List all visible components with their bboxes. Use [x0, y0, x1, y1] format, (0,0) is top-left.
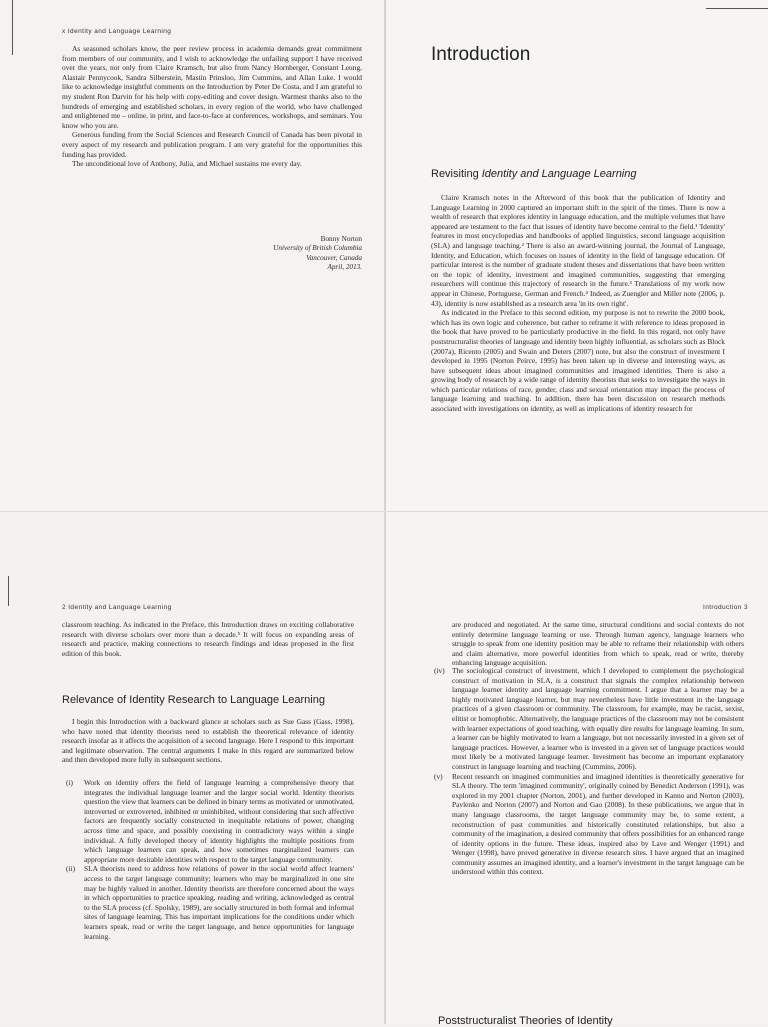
author-name: Bonny Norton	[320, 235, 362, 243]
arguments-list	[66, 778, 354, 941]
section-title	[431, 168, 637, 180]
page-bottom-left	[0, 512, 384, 1024]
author-affiliation: University of British Columbia	[273, 244, 362, 253]
scan-edge-mark	[8, 576, 9, 606]
list-item	[434, 666, 744, 772]
paragraph: The unconditional love of Anthony, Julia, and Michael sustains me every day.	[72, 159, 302, 169]
continued-text	[452, 620, 744, 668]
scan-edge-mark	[12, 0, 13, 55]
acknowledgements-text	[62, 44, 362, 169]
author-location: Vancouver, Canada	[306, 253, 362, 262]
list-item-text: SLA theorists need to address how relations of power in the social world affect learners' access to the target language community; learners who may be marginalized in one site may be highly valued in another. Identity theorists are therefore concerned about the ways in which opportunities to practice speaking, reading and writing, acknowledged as central to the SLA process (cf. Spolsky, 1989), are socially structured in both formal and informal sites of language learning. This has important implications for the conditions under which learners speak, read or write the target language, and hence opportunities for language learning.	[84, 864, 354, 941]
paragraph: I begin this Introduction with a backward glance at scholars such as Sue Gass (Gass, 1998), who have noted that identity theorists need to establish the theoretical relevance of identity research insofar as it affects the acquisition of a second language. Here I respond to this important and legitimate observation. The central arguments I make in this regard are summarized below and then developed more fully in subsequent sections.	[62, 717, 354, 765]
list-marker: (i)	[66, 778, 73, 787]
chapter-title: Introduction	[431, 44, 531, 65]
signature-date: April, 2013.	[327, 263, 362, 272]
intro-text	[431, 193, 725, 414]
page-bottom-right	[386, 512, 768, 1027]
page-top-left	[0, 0, 384, 512]
section-intro-text	[62, 717, 354, 765]
running-head: Introduction 3	[703, 604, 748, 611]
paragraph: are produced and negotiated. At the same time, structural conditions and social contexts do not entirely determine language learning or use. Through human agency, language learners who struggle to speak from one identity position may be able to reframe their relationship with others and claim alternative, more powerful identities from which to speak, read or write, thereby enhancing language acquisition.	[452, 620, 744, 668]
scan-edge-mark	[706, 8, 768, 9]
list-item	[434, 772, 744, 878]
list-item-text: Work on identity offers the field of language learning a comprehensive theory that integrates the individual language learner and the larger social world. Identity theorists question the view that learners can be defined in binary terms as motivated or unmotivated, introverted or extroverted, inhibited or uninhibited, without considering that such affective factors are frequently socially constructed in inequitable relations of power, changing across time and space, and possibly coexisting in contradictory ways within a single individual. A fully developed theory of identity highlights the multiple positions from which language learners can speak, and how sometimes marginalized learners can appropriate more desirable identities with respect to the target language community.	[84, 778, 354, 864]
running-head: x Identity and Language Learning	[62, 28, 172, 35]
section-title: Relevance of Identity Research to Language Learning	[62, 694, 325, 706]
list-marker: (iv)	[434, 666, 445, 675]
page-divider	[0, 511, 768, 512]
page-gutter	[384, 0, 386, 1024]
list-item-text: The sociological construct of investment, which I developed to complement the psychological construct of motivation in SLA, is a construct that signals the complex relationship between language learner identity and language learning commitment. I argue that a learner may be a highly motivated language learner, but may nevertheless have little investment in the language practices of a given classroom or community. The classroom, for example, may be racist, sexist, elitist or homophobic. Alternatively, the language practices of the classroom may not be consistent with learner expectations of good teaching, with equally dire results for language learning. In sum, a learner can be highly motivated to learn a language, but not necessarily invested in a given set of language practices. However, a learner who is invested in a given set of language practices would most likely be a motivated language learner. Investment has become an important explanatory construct in language learning and teaching (Cummins, 2006).	[452, 666, 744, 771]
list-marker: (ii)	[66, 864, 76, 874]
list-item-text: Recent research on imagined communities and imagined identities is theoretically generative for SLA theory. The term 'imagined community', originally coined by Benedict Anderson (1991), was explored in my 2001 chapter (Norton, 2001), and further developed in Kanno and Norton (2003), Pavlenko and Norton (2007) and Norton and Gao (2008). In these publications, we argue that in many language classrooms, the target language community may be, to some extent, a reconstruction of past communities and historically constituted relationships, but also a community of the imagination, a desired community that offers possibilities for an enhanced range of identity options in the future. These ideas, inspired also by Lave and Wenger (1991) and Wenger (1998), have proved generative in diverse research sites. I have argued that an imagined community assumes an imagined identity, and a learner's investment in the target language can be understood within this context.	[452, 771, 744, 877]
section-title-italic: Identity and Language Learning	[481, 168, 637, 180]
paragraph: As indicated in the Preface to this second edition, my purpose is not to rewrite the 2000 book, which has its own logic and coherence, but rather to reframe it with reference to ideas proposed in the book that have proved to be particularly productive in the field. In this regard, not only have poststructuralist theories of language and identity been highly influential, as scholars such as Block (2007a), Ricento (2005) and Swain and Deters (2007) note, but also the construct of investment I developed in 1995 (Norton Peirce, 1995) has been taken up in diverse and interesting ways, as have subsequent ideas about imagined communities and imagined identities. There is also a growing body of research by a wide range of identity theorists that seeks to investigate the ways in which particular relations of race, gender, class and sexual orientation may impact the process of language learning and teaching. In addition, there has been discussion on research methods associated with investigations on identity, as well as implications of identity research for	[431, 308, 725, 414]
continued-text	[62, 620, 354, 658]
list-item	[66, 778, 354, 864]
paragraph: Claire Kramsch notes in the Afterword of this book that the publication of Identity and Language Learning in 2000 captured an important shift in the spirit of the times. There is now a wealth of research that explores identity in language education, and the multiple volumes that have appeared are testament to the fact that issues of identity have become central to the field.¹ 'Identity' features in most encyclopedias and handbooks of applied linguistics, second language acquisition (SLA) and language teaching.² There is also an award-winning journal, the Journal of Language, Identity, and Education, which focuses on issues of identity in the field of language education. Of particular interest is the number of graduate student theses and dissertations that have been written on the topic of identity, investment and imagined communities, suggesting that emerging researchers will continue this trajectory of research in the future.³ Translations of my work now appear in Chinese, Portuguese, German and French.⁴ Indeed, as Zuengler and Miller note (2006, p. 43), identity is now established as a research area 'in its own right'.	[431, 193, 725, 308]
paragraph: classroom teaching. As indicated in the Preface, this Introduction draws on exciting collaborative research with diverse scholars over more than a decade.⁵ It will focus on expanding areas of research and practice, making connections to research findings and ideas proposed in the first edition of this book.	[62, 620, 354, 658]
running-head: 2 Identity and Language Learning	[62, 604, 172, 611]
list-marker: (v)	[434, 771, 443, 781]
paragraph: As seasoned scholars know, the peer review process in academia demands great commitment from members of our community, and I wish to acknowledge the unfailing support I have received over the years, not only from Claire Kramsch, but also from Nancy Hornberger, Constant Leung, Alastair Pennycook, Sandra Silberstein, Mastin Prinsloo, Jim Cummins, and Allan Luke. I would like to acknowledge insightful comments on the Introduction by Peter De Costa, and I am grateful to my student Ron Darvin for his help with copy-editing and cover design. Warmest thanks also to the hundreds of emerging and established scholars, in every region of the world, who have challenged and enlightened me – online, in print, and face-to-face at conferences, workshops, and seminars. You know who you are.	[62, 44, 362, 130]
paragraph: Generous funding from the Social Sciences and Research Council of Canada has been pivotal in every aspect of my research and publication program. I am very grateful for the opportunities this funding has provided.	[62, 130, 362, 159]
section-title-prefix: Revisiting	[431, 168, 482, 180]
signature-block	[162, 235, 362, 273]
arguments-list	[434, 666, 744, 877]
section-title: Poststructuralist Theories of Identity	[438, 1015, 613, 1027]
list-item	[66, 864, 354, 941]
page-top-right	[386, 0, 768, 512]
